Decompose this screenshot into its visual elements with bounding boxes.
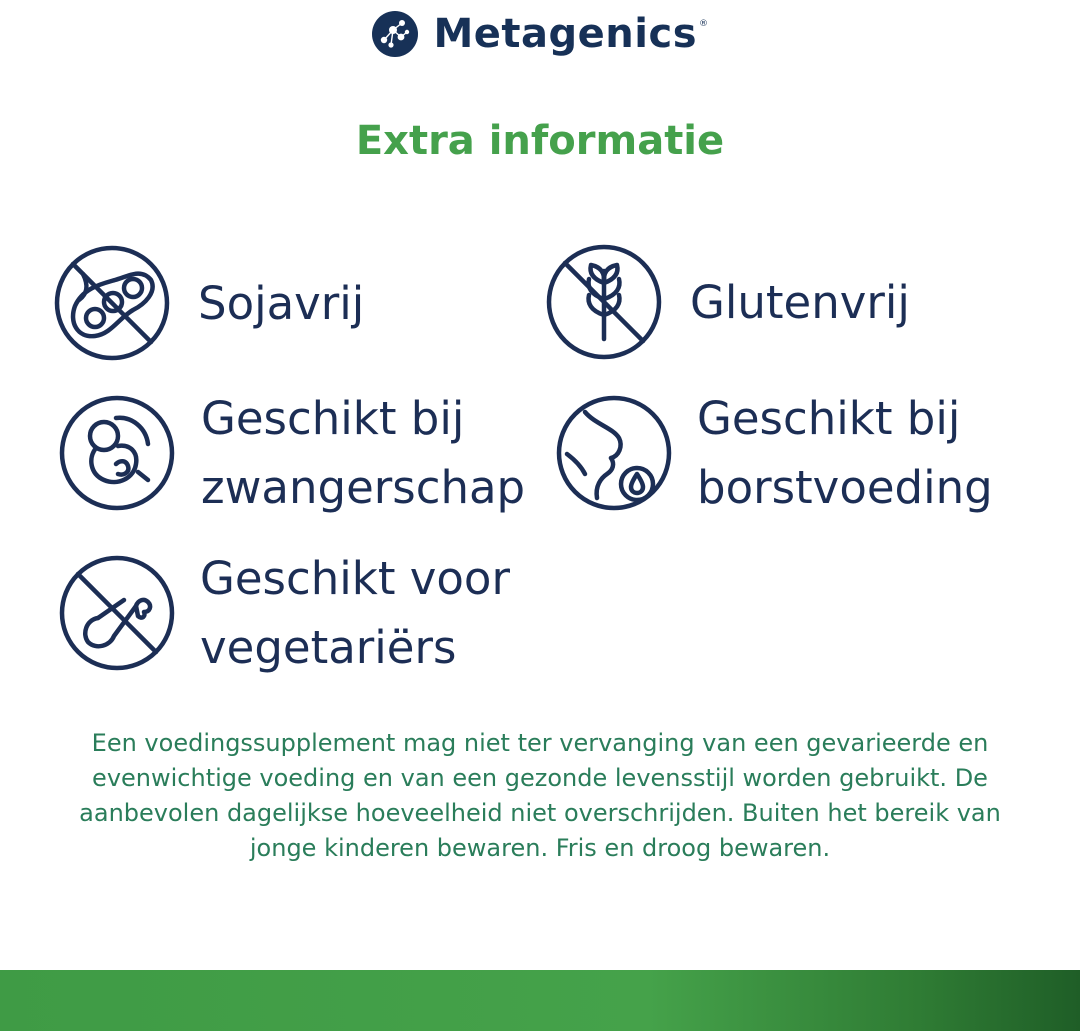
disclaimer-line: evenwichtige voeding en van een gezonde levensstijl worden gebruikt. De xyxy=(92,764,988,792)
brand-logo xyxy=(0,4,1080,64)
feature-label: borstvoeding xyxy=(697,461,993,514)
feature-label: zwangerschap xyxy=(201,461,526,514)
page-heading: Extra informatie xyxy=(355,118,725,164)
feature-breastfeeding xyxy=(555,384,993,522)
breastfeeding-icon xyxy=(555,394,673,512)
feature-label: Sojavrij xyxy=(198,276,365,330)
footer-bar xyxy=(0,970,1080,1031)
metagenics-logo-icon xyxy=(371,10,419,58)
feature-soy-free xyxy=(53,244,364,362)
no-soy-icon xyxy=(53,244,171,362)
pregnancy-icon xyxy=(58,394,176,512)
no-meat-icon xyxy=(58,554,176,672)
feature-vegetarian xyxy=(58,544,510,682)
brand-name: Metagenics ® xyxy=(433,11,709,57)
feature-gluten-free xyxy=(545,243,910,361)
disclaimer-line: jonge kinderen bewaren. Fris en droog bewaren. xyxy=(249,834,831,862)
disclaimer-text xyxy=(70,726,1010,866)
feature-pregnancy xyxy=(58,384,525,522)
feature-label: vegetariërs xyxy=(200,621,457,674)
feature-label: Geschikt bij xyxy=(201,392,465,445)
feature-label: Glutenvrij xyxy=(690,275,910,329)
disclaimer-line: aanbevolen dagelijkse hoeveelheid niet overschrijden. Buiten het bereik van xyxy=(79,799,1001,827)
disclaimer-line: Een voedingssupplement mag niet ter vervanging van een gevarieerde en xyxy=(91,729,989,757)
feature-label: Geschikt bij xyxy=(697,392,961,445)
feature-label: Geschikt voor xyxy=(200,552,510,605)
no-gluten-icon xyxy=(545,243,663,361)
